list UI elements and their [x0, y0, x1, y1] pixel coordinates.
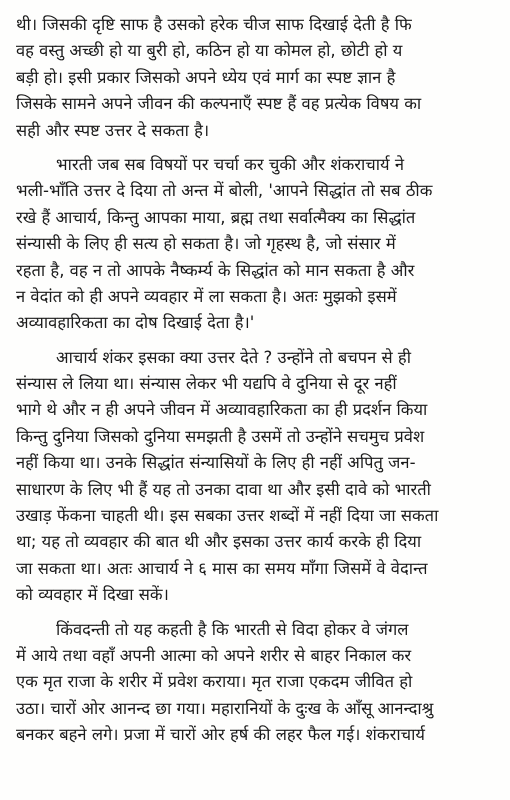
paragraph-gap [16, 337, 500, 345]
text-line: उखाड़ फेंकना चाहती थी। इस सबका उत्तर शब्दों में नहीं दिया जा सकता [16, 506, 439, 526]
text-line: जिसके सामने अपने जीवन की कल्पनाएँ स्पष्ट हैं वह प्रत्येक विषय का [16, 94, 422, 114]
text-line: में आये तथा वहाँ अपनी आत्मा को अपने शरीर से बाहर निकाल कर [16, 645, 412, 665]
text-line: भारती जब सब विषयों पर चर्चा कर चुकी और शंकराचार्य ने [56, 154, 405, 174]
paragraph-gap [16, 144, 500, 152]
text-line: किंवदन्ती तो यह कहती है कि भारती से विदा होकर वे जंगल [56, 619, 409, 639]
text-line: बनकर बहने लगे। प्रजा में चारों ओर हर्ष की लहर फैल गई। शंकराचार्य [16, 725, 425, 745]
text-line: जा सकता था। अतः आचार्य ने ६ मास का समय माँगा जिसमें वे वेदान्त [16, 558, 428, 578]
text-line: संन्यास ले लिया था। संन्यास लेकर भी यद्यपि वे दुनिया से दूर नहीं [16, 374, 397, 394]
text-line: उठा। चारों ओर आनन्द छा गया। महारानियों के दुःख के आँसू आनन्दाश्रु [16, 698, 434, 718]
text-line: थी। जिसकी दृष्टि साफ है उसको हरेक चीज साफ दिखाई देती है फि [16, 15, 412, 34]
text-line: आचार्य शंकर इसका क्या उत्तर देते ? उन्होंने तो बचपन से ही [56, 347, 411, 367]
text-line: संन्यासी के लिए ही सत्य हो सकता है। जो गृहस्थ है, जो संसार में [16, 234, 396, 254]
text-line: बड़ी हो। इसी प्रकार जिसको अपने ध्येय एवं मार्ग का स्पष्ट ज्ञान है [16, 67, 396, 87]
text-line: किन्तु दुनिया जिसको दुनिया समझती है उसमें तो उन्होंने सचमुच प्रवेश [16, 426, 425, 446]
text-line: वह वस्तु अच्छी हो या बुरी हो, कठिन हो या कोमल हो, छोटी हो य [16, 41, 403, 61]
text-line: न वेदांत को ही अपने व्यवहार में ला सकता है। अतः मुझको इसमें [16, 286, 397, 306]
paragraph-4 [16, 617, 500, 749]
text-line: भली-भाँति उत्तर दे दिया तो अन्त में बोली, 'आपने सिद्धांत तो सब ठीक [16, 181, 433, 201]
text-line: रखे हैं आचार्य, किन्तु आपका माया, ब्रह्म तथा सर्वात्मैक्य का सिद्धांत [16, 207, 416, 227]
paragraph-gap [16, 609, 500, 617]
text-line: भागे थे और न ही अपने जीवन में अव्यावहारिकता का ही प्रदर्शन किया [16, 400, 428, 420]
text-line: साधारण के लिए भी हैं यह तो उनका दावा था और इसी दावे को भारती [16, 479, 431, 499]
text-line: अव्यावहारिकता का दोष दिखाई देता है।' [16, 313, 255, 333]
paragraph-3 [16, 345, 500, 609]
text-line: था; यह तो व्यवहार की बात थी और इसका उत्तर कार्य करके ही दिया [16, 532, 422, 552]
paragraph-1 [16, 12, 500, 144]
text-line: एक मृत राजा के शरीर में प्रवेश कराया। मृत राजा एकदम जीवित हो [16, 672, 413, 692]
paragraph-2 [16, 152, 500, 337]
text-line: सही और स्पष्ट उत्तर दे सकता है। [16, 120, 210, 140]
text-line: रहता है, वह न तो आपके नैष्कर्म्य के सिद्धांत को मान सकता है और [16, 260, 415, 280]
text-line: नहीं किया था। उनके सिद्धांत संन्यासियों के लिए ही नहीं अपितु जन- [16, 453, 416, 473]
text-line: को व्यवहार में दिखा सकें। [16, 585, 169, 605]
